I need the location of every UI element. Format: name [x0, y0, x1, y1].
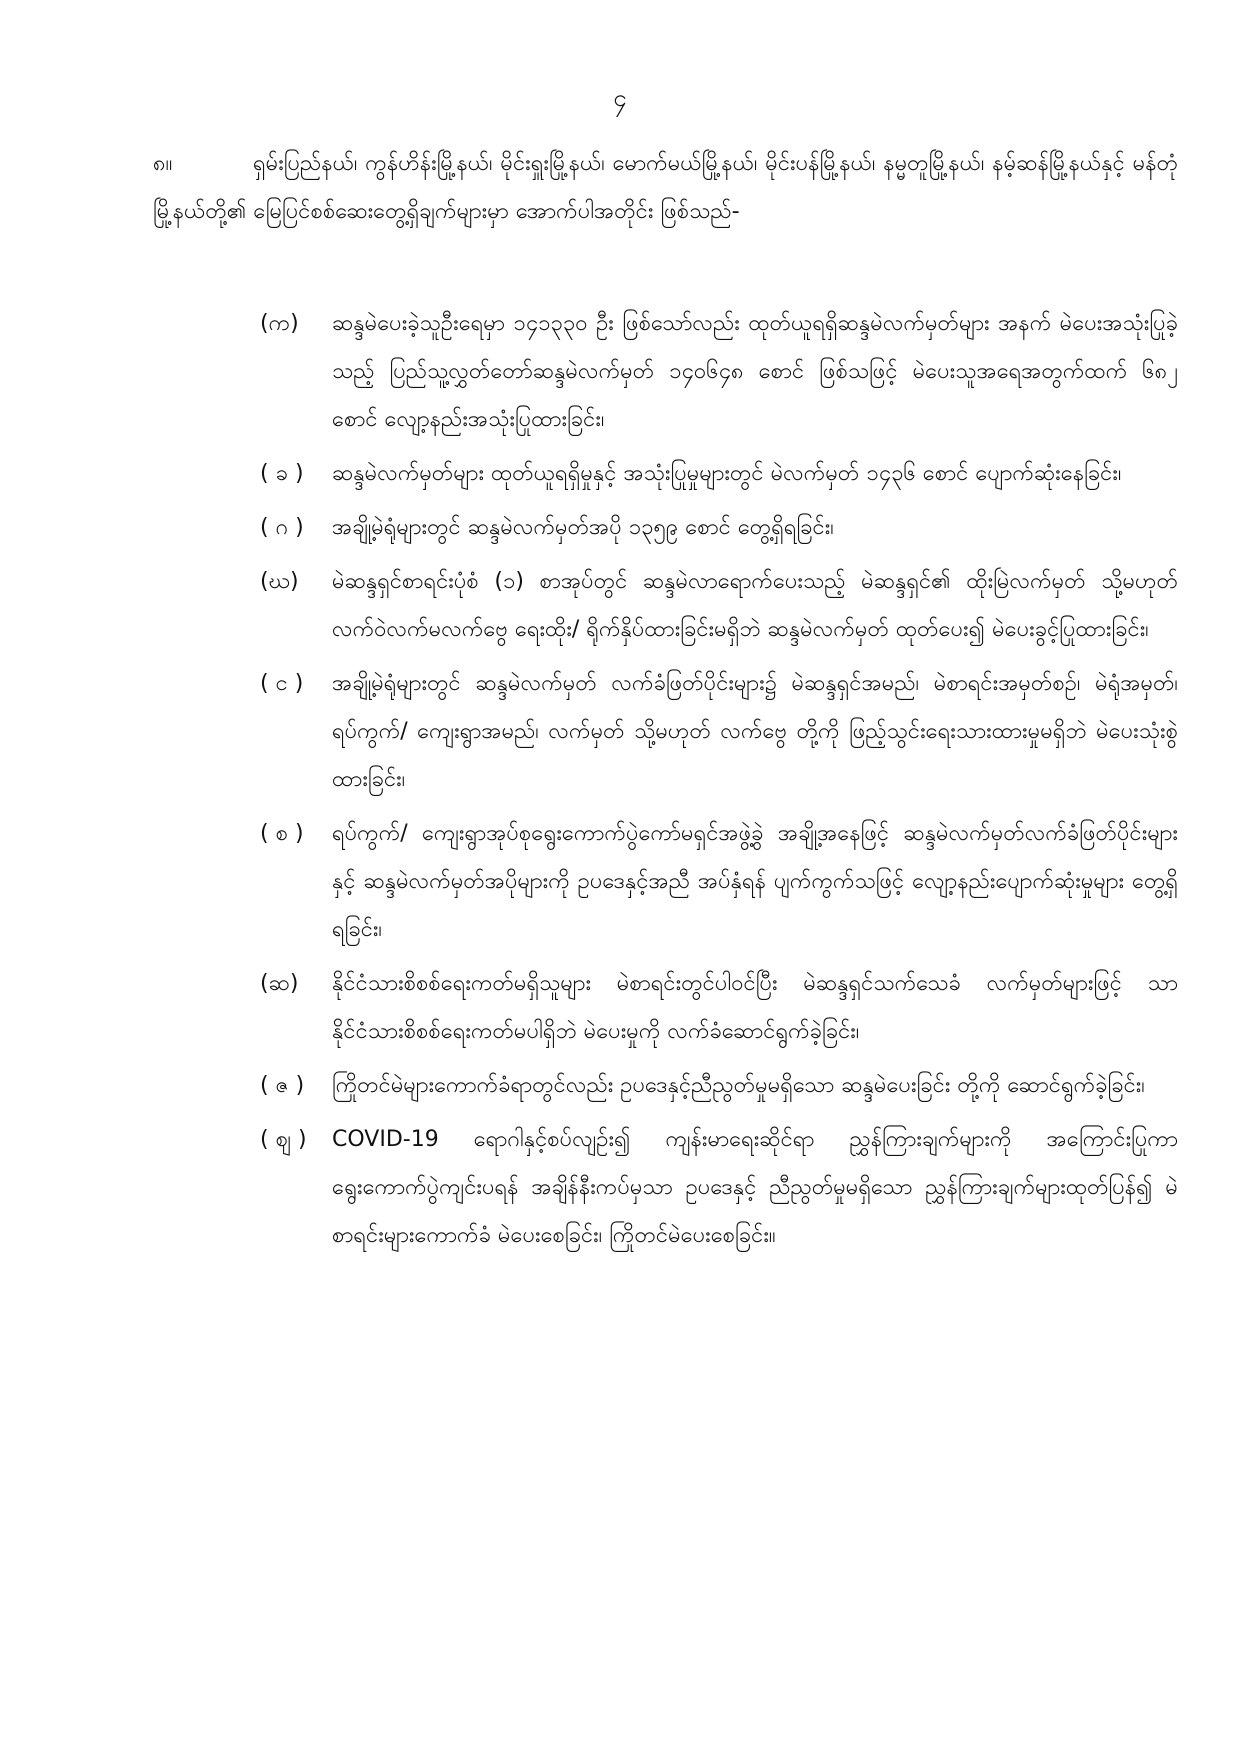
- list-item: [260, 810, 1178, 954]
- item-label: ( ခ ): [260, 461, 304, 486]
- item-label: ( ဂ ): [260, 515, 304, 540]
- item-label: ( ဇ ): [260, 1073, 305, 1098]
- list-item: [260, 450, 1178, 498]
- list-item: [260, 1116, 1178, 1260]
- list-item: [260, 1062, 1178, 1110]
- item-text: အချို့မဲရုံများတွင် ဆန္ဒမဲလက်မှတ်အပို ၁၃၅၉ စောင် တွေ့ရှိရခြင်း၊: [332, 515, 834, 540]
- item-label: ( စ ): [260, 821, 304, 846]
- paragraph-number: ၈။: [153, 151, 173, 176]
- item-text: ဆန္ဒမဲပေးခဲ့သူဦးရေမှာ ၁၄၁၃၃၀ ဦး ဖြစ်သော်လည်း ထုတ်ယူရရှိဆန္ဒမဲလက်မှတ်များ အနက် မဲပေးအသုံးပြုခဲ့သည့် ပြည်သူ့လွှတ်တော်ဆန္ဒမဲလက်မှတ် ၁၄၀၆၄၈ စောင် ဖြစ်သဖြင့် မဲပေးသူအရေအတွက်ထက် ၆၈၂ စောင် လျော့နည်းအသုံးပြုထားခြင်း၊: [332, 311, 1178, 432]
- item-label: ( ဈ ): [260, 1127, 307, 1152]
- list-item: [260, 660, 1178, 804]
- item-text: ဆန္ဒမဲလက်မှတ်များ ထုတ်ယူရရှိမှုနှင့် အသုံးပြုမှုများတွင် မဲလက်မှတ် ၁၄၃၆ စောင် ပျောက်ဆုံးနေခြင်း၊: [332, 461, 1122, 486]
- list-item: [260, 504, 1178, 552]
- item-label: (ဃ): [260, 569, 299, 594]
- findings-list: [260, 300, 1178, 1266]
- list-item: [260, 960, 1178, 1056]
- item-text: မဲဆန္ဒရှင်စာရင်းပုံစံ (၁) စာအုပ်တွင် ဆန္ဒမဲလာရောက်ပေးသည့် မဲဆန္ဒရှင်၏ ထိုးမြဲလက်မှတ် သို့မဟုတ် လက်ဝဲလက်မလက်ဗွေ ရေးထိုး/ ရိုက်နှိပ်ထားခြင်းမရှိဘဲ ဆန္ဒမဲလက်မှတ် ထုတ်ပေး၍ မဲပေးခွင့်ပြုထားခြင်း၊: [332, 569, 1178, 642]
- page-number: ၄: [613, 84, 627, 112]
- intro-text: ရှမ်းပြည်နယ်၊ ကွန်ဟိန်းမြို့နယ်၊ မိုင်းရှူးမြို့နယ်၊ မောက်မယ်မြို့နယ်၊ မိုင်းပန်မြို့နယ်၊ နမ္မတူမြို့နယ်၊ နမ့်ဆန်မြို့နယ်နှင့် မန်တုံမြို့နယ်တို့၏ မြေပြင်စစ်ဆေးတွေ့ရှိချက်များမှာ အောက်ပါအတိုင်း ဖြစ်သည်-: [153, 151, 1178, 224]
- item-label: ( င ): [260, 671, 304, 696]
- list-item: [260, 300, 1178, 444]
- intro-paragraph: [153, 140, 1178, 236]
- item-text: အချို့မဲရုံများတွင် ဆန္ဒမဲလက်မှတ် လက်ခံဖြတ်ပိုင်းများ၌ မဲဆန္ဒရှင်အမည်၊ မဲစာရင်းအမှတ်စဉ်၊ မဲရုံအမှတ်၊ ရပ်ကွက်/ ကျေးရွာအမည်၊ လက်မှတ် သို့မဟုတ် လက်ဗွေ တို့ကို ဖြည့်သွင်းရေးသားထားမှုမရှိဘဲ မဲပေးသုံးစွဲထားခြင်း၊: [332, 671, 1178, 792]
- item-text: ရပ်ကွက်/ ကျေးရွာအုပ်စုရွေးကောက်ပွဲကော်မရှင်အဖွဲ့ခွဲ အချို့အနေဖြင့် ဆန္ဒမဲလက်မှတ်လက်ခံဖြတ်ပိုင်းများနှင့် ဆန္ဒမဲလက်မှတ်အပိုများကို ဥပဒေနှင့်အညီ အပ်နှံရန် ပျက်ကွက်သဖြင့် လျော့နည်းပျောက်ဆုံးမှုများ တွေ့ရှိရခြင်း၊: [332, 821, 1178, 942]
- list-item: [260, 558, 1178, 654]
- item-text: နိုင်ငံသားစိစစ်ရေးကတ်မရှိသူများ မဲစာရင်းတွင်ပါဝင်ပြီး မဲဆန္ဒရှင်သက်သေခံ လက်မှတ်များဖြင့် သာ နိုင်ငံသားစိစစ်ရေးကတ်မပါရှိဘဲ မဲပေးမှုကို လက်ခံဆောင်ရွက်ခဲ့ခြင်း၊: [332, 971, 1178, 1044]
- item-label: (ဆ): [260, 971, 299, 996]
- item-text: COVID-19 ရောဂါနှင့်စပ်လျဉ်း၍ ကျန်းမာရေးဆိုင်ရာ ညွှန်ကြားချက်များကို အကြောင်းပြုကာ ရွေးကောက်ပွဲကျင်းပရန် အချိန်နီးကပ်မှသာ ဥပဒေနှင့် ညီညွတ်မှုမရှိသော ညွှန်ကြားချက်များထုတ်ပြန်၍ မဲစာရင်းများကောက်ခံ မဲပေးစေခြင်း၊ ကြိုတင်မဲပေးစေခြင်း။: [332, 1127, 1178, 1248]
- item-text: ကြိုတင်မဲများကောက်ခံရာတွင်လည်း ဥပဒေနှင့်ညီညွတ်မှုမရှိသော ဆန္ဒမဲပေးခြင်း တို့ကို ဆောင်ရွက်ခဲ့ခြင်း၊: [332, 1073, 1145, 1098]
- item-label: (က): [260, 311, 299, 336]
